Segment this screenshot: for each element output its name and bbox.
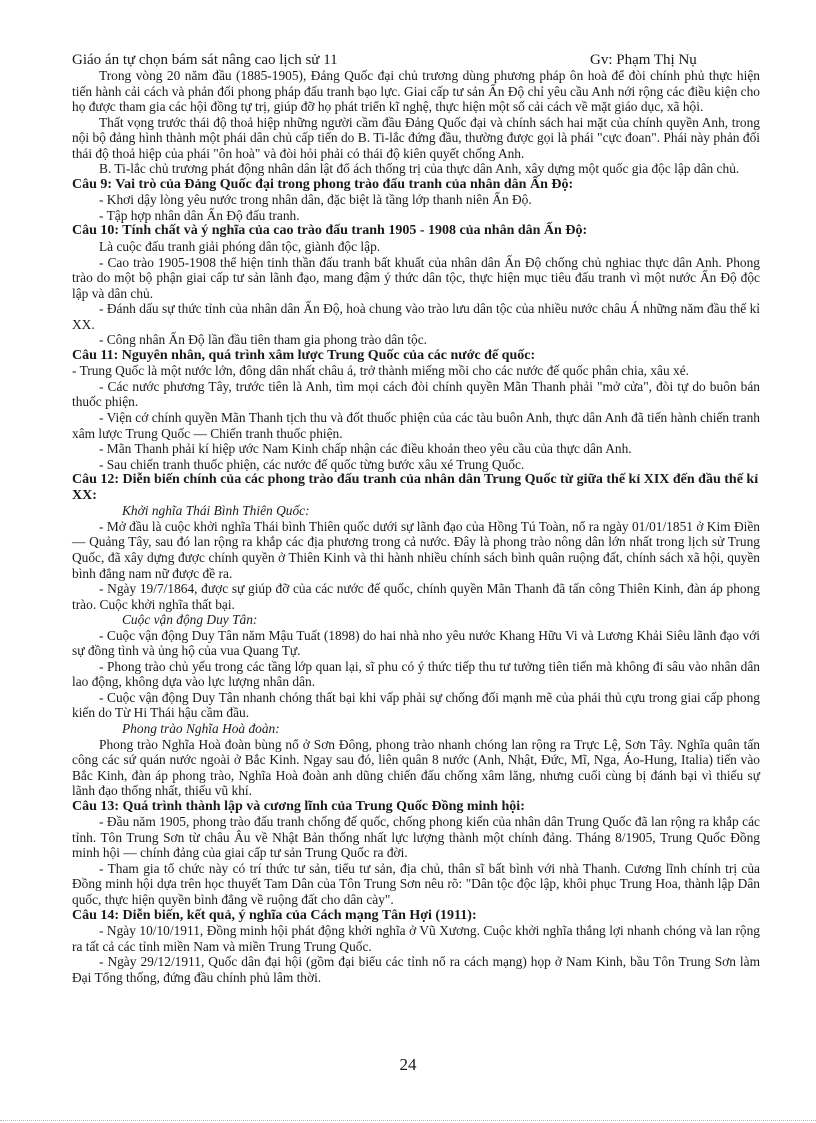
body-paragraph: Phong trào Nghĩa Hoà đoàn bùng nổ ở Sơn Đông, phong trào nhanh chóng lan rộng ra Trực Lệ, Sơn Tây. Nghĩa quân tấn công các sứ quán nước ngoài ở Bắc Kinh. Ngay sau đó, liên quân 8 nước (Anh, Nhật, Đức, Mĩ, Nga, Áo-Hung, Italia) tiến vào Bắc Kinh, đàn áp phong trào, Nghĩa Hoà đoàn anh dũng chiến đấu chống xâm lăng, nhưng cuối cùng bị đánh bại vì thiếu sự lãnh đạo thống nhất, thiếu vũ khí. [72,736,760,799]
body-paragraph: Trong vòng 20 năm đầu (1885-1905), Đảng Quốc đại chủ trương dùng phương pháp ôn hoà để đòi chính phủ thực hiện tiến hành cải cách và phản đối phong pháp đấu tranh bạo lực. Giai cấp tư sản Ấn Độ chỉ yêu cầu Anh nới rộng các điều kiện cho họ được tham gia các hội đồng tự trị, giúp đỡ họ phát triển kĩ nghệ, thực hiện một số cải cách về mặt giáo dục, xã hội. [72,68,760,115]
body-paragraph: - Tập hợp nhân dân Ấn Độ đấu tranh. [99,207,300,223]
subsection-heading: Khởi nghĩa Thái Bình Thiên Quốc: [122,503,310,519]
subsection-heading: Cuộc vận động Duy Tân: [122,612,258,628]
body-paragraph: - Đầu năm 1905, phong trào đấu tranh chống đế quốc, chống phong kiến của nhân dân Trung Quốc đã lan rộng ra khắp các tỉnh. Tôn Trung Sơn từ châu Âu về Nhật Bản thống nhất lực lượng thành một chính đảng. Tháng 8/1905, Trung Quốc Đồng minh hội — chính đảng của giai cấp tư sản Trung Quốc ra đời. [72,814,760,861]
body-paragraph: - Các nước phương Tây, trước tiên là Anh, tìm mọi cách đòi chính quyền Mãn Thanh phải "mở cửa", đòi tự do buôn bán thuốc phiện. [72,378,760,410]
body-paragraph: - Mở đầu là cuộc khởi nghĩa Thái bình Thiên quốc dưới sự lãnh đạo của Hồng Tú Toàn, nổ ra ngày 01/01/1851 ở Kim Điền — Quảng Tây, sau đó lan rộng ra khắp các địa phương trong cả nước. Đây là phong trào nông dân lớn nhất trong lịch sử Trung Quốc, đã xây dựng được chính quyền ở Thiên Kinh và thi hành nhiều chính sách bình quân ruộng đất, chính sách xã hội, quyền bình đẳng nam nữ được đề ra. [72,518,760,581]
body-paragraph: Thất vọng trước thái độ thoả hiệp những người cầm đầu Đảng Quốc đại và chính sách hai mặt của chính quyền Anh, trong nội bộ đảng hình thành một phái dân chủ cấp tiến do B. Ti-lắc đứng đầu, thường được gọi là phái "cực đoan". Phái này phản đối thái độ thoả hiệp của phái "ôn hoà" và đòi hỏi phải có thái độ kiên quyết chống Anh. [72,114,760,161]
body-paragraph: - Ngày 29/12/1911, Quốc dân đại hội (gồm đại biểu các tỉnh nổ ra cách mạng) họp ở Nam Kinh, bầu Tôn Trung Sơn làm Đại Tổng thống, đứng đầu chính phủ lâm thời. [72,954,760,985]
body-paragraph: - Đánh dấu sự thức tỉnh của nhân dân Ấn Độ, hoà chung vào trào lưu dân tộc của nhiều nước châu Á những năm đầu thế kỉ XX. [72,301,760,332]
body-paragraph: - Cao trào 1905-1908 thể hiện tinh thần đấu tranh bất khuất của nhân dân Ấn Độ chống chủ nghiac thực dân Anh. Phong trào do một bộ phận giai cấp tư sản lãnh đạo, mang đậm ý thức dân tộc, thực hiện mục tiêu đấu tranh vì một nước Ấn Độ độc lập và dân chủ. [72,254,760,301]
question-heading: Câu 9: Vai trò của Đảng Quốc đại trong phong trào đấu tranh của nhân dân Ấn Độ: [72,176,574,192]
body-paragraph: - Viện cớ chính quyền Mãn Thanh tịch thu và đốt thuốc phiện của các tàu buôn Anh, thực dân Anh đã tiến hành chiến tranh xâm lược Trung Quốc — Chiến tranh thuốc phiện. [72,410,760,441]
header-course-title: Giáo án tự chọn bám sát nâng cao lịch sử 11 [72,52,338,68]
body-paragraph: - Ngày 10/10/1911, Đồng minh hội phát động khởi nghĩa ở Vũ Xương. Cuộc khởi nghĩa thắng lợi nhanh chóng và lan rộng ra tất cả các tỉnh miền Nam và miền Trung Trung Quốc. [72,923,760,954]
page-header [72,51,752,69]
subsection-heading: Phong trào Nghĩa Hoà đoàn: [122,720,280,736]
question-heading: Câu 13: Quá trình thành lập và cương lĩnh của Trung Quốc Đồng minh hội: [72,798,525,814]
body-paragraph: - Cuộc vận động Duy Tân năm Mậu Tuất (1898) do hai nhà nho yêu nước Khang Hữu Vi và Lương Khải Siêu lãnh đạo với sự đồng tình và ủng hộ của vua Quang Tự. [72,627,760,659]
body-paragraph: Là cuộc đấu tranh giải phóng dân tộc, giành độc lập. [99,239,381,255]
body-paragraph: - Trung Quốc là một nước lớn, đông dân nhất châu á, trở thành miếng mồi cho các nước đế quốc phân chia, xâu xé. [72,363,689,379]
body-paragraph: - Khơi dậy lòng yêu nước trong nhân dân, đặc biệt là tầng lớp thanh niên Ấn Độ. [99,192,532,208]
body-paragraph: - Công nhân Ấn Độ lần đầu tiên tham gia phong trào dân tộc. [99,332,427,348]
body-paragraph: - Cuộc vận động Duy Tân nhanh chóng thất bại khi vấp phải sự chống đối mạnh mẽ của phái thủ cựu trong giai cấp phong kiến do Từ Hi Thái hậu cầm đầu. [72,689,760,721]
body-paragraph: - Mãn Thanh phải kí hiệp ước Nam Kinh chấp nhận các điều khoản theo yêu cầu của thực dân Anh. [99,441,632,457]
page-bottom-divider [0,1120,816,1121]
question-heading: Câu 10: Tính chất và ý nghĩa của cao trào đấu tranh 1905 - 1908 của nhân dân Ấn Độ: [72,223,588,239]
body-paragraph: - Phong trào chủ yếu trong các tầng lớp quan lại, sĩ phu có ý thức tiếp thu tư tưởng tiên tiến mà không đi sâu vào nhân dân lao động, không dựa vào lực lượng nhân dân. [72,658,760,690]
page-number: 24 [399,1055,417,1074]
body-paragraph: - Ngày 19/7/1864, được sự giúp đỡ của các nước đế quốc, chính quyền Mãn Thanh đã tấn công Thiên Kinh, đàn áp phong trào. Cuộc khởi nghĩa thất bại. [72,581,760,612]
document-body [72,68,760,985]
body-paragraph: - Tham gia tổ chức này có trí thức tư sản, tiểu tư sản, địa chủ, thân sĩ bất bình với nhà Thanh. Cương lĩnh chính trị của Đồng minh hội dựa trên học thuyết Tam Dân của Tôn Trung Sơn nêu rõ: "Dân tộc độc lập, khôi phục Trung Hoa, thành lập Dân quốc, thực hiện quyền bình đẳng về ruộng đất cho dân cày". [72,860,760,907]
body-paragraph: - Sau chiến tranh thuốc phiện, các nước đế quốc từng bước xâu xé Trung Quốc. [99,456,525,472]
body-paragraph: B. Ti-lắc chủ trương phát động nhân dân lật đổ ách thống trị của thực dân Anh, xây dựng một quốc gia độc lập dân chủ. [99,161,740,177]
question-heading: Câu 11: Nguyên nhân, quá trình xâm lược Trung Quốc của các nước đế quốc: [72,347,536,363]
question-heading: Câu 14: Diễn biến, kết quả, ý nghĩa của Cách mạng Tân Hợi (1911): [72,907,477,923]
header-teacher-name: Gv: Phạm Thị Nụ [590,52,697,68]
question-heading: Câu 12: Diễn biến chính của các phong trào đấu tranh của nhân dân Trung Quốc từ giữa thế kỉ XIX đến đầu thế kỉ XX: [72,472,759,503]
